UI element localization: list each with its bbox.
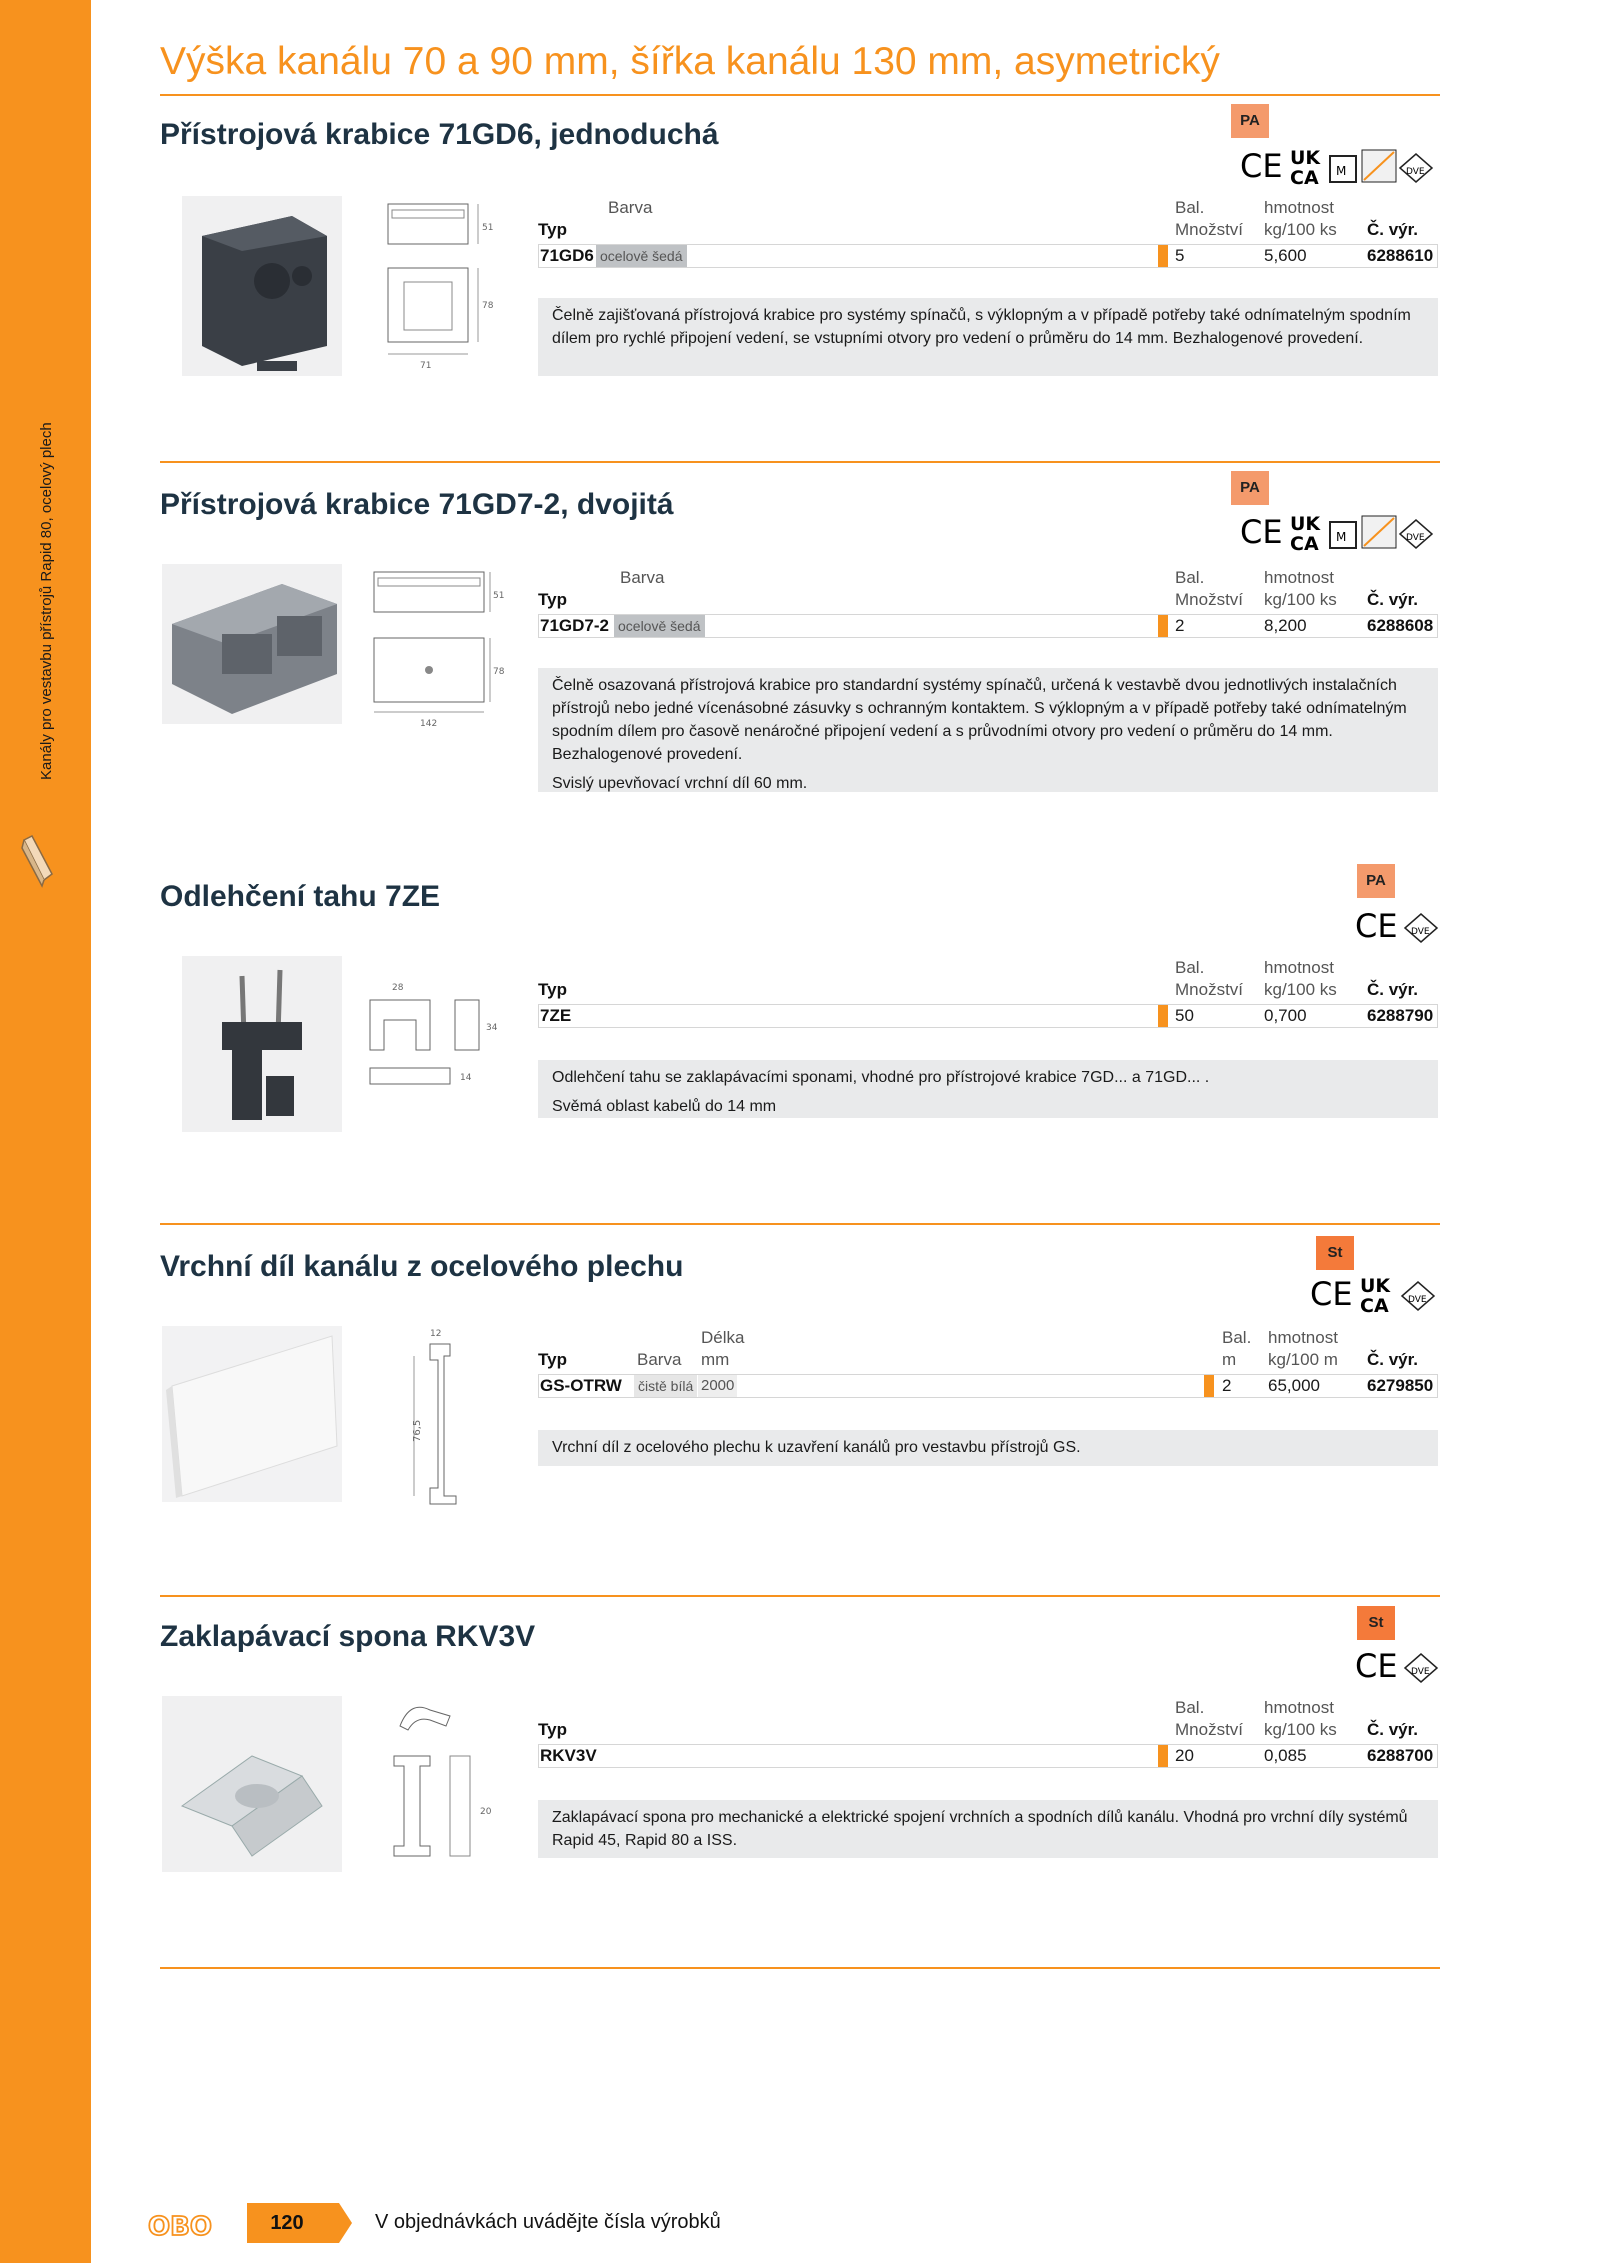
page-title: Výška kanálu 70 a 90 mm, šířka kanálu 130 mm, asymetrický xyxy=(160,40,1220,83)
header-weight: kg/100 ks xyxy=(1264,590,1337,609)
svg-text:OBO: OBO xyxy=(148,2212,213,2242)
svg-text:CA: CA xyxy=(1360,1295,1389,1317)
description-text: Čelně zajišťovaná přístrojová krabice pro systémy spínačů, s výklopným a v případě potřeby také odnímatelným spodním dílem pro rychlé připojení vedení, se vstupními otvory pro vedení o průměru do 14 mm. Bezhalogenové provedení. xyxy=(552,307,1411,347)
technical-drawing xyxy=(400,1326,500,1506)
sidebar-vertical-text-wrap xyxy=(38,360,58,780)
header-pack-top: Bal. xyxy=(1175,958,1205,977)
svg-text:DVE: DVE xyxy=(1411,927,1430,937)
header-color: Barva xyxy=(637,1350,682,1369)
dimension-label: 142 xyxy=(420,719,438,729)
description-text: Vrchní díl z ocelového plechu k uzavření kanálů pro vestavbu přístrojů GS. xyxy=(552,1439,1081,1456)
section-rule xyxy=(160,1223,1440,1225)
product-table xyxy=(538,1698,1438,1778)
material-badge: St xyxy=(1357,1606,1395,1640)
ukca-mark-icon: UK xyxy=(1360,1275,1391,1297)
cell-quantity: 2 xyxy=(1222,1376,1232,1395)
dimension-label: 12 xyxy=(430,1329,442,1339)
ukca-mark-icon: UK xyxy=(1290,513,1321,535)
section-title: Odlehčení tahu 7ZE xyxy=(160,880,441,913)
ce-mark-icon: CE xyxy=(1240,513,1283,551)
ce-mark-icon: CE xyxy=(1355,1647,1398,1685)
cell-weight: 0,085 xyxy=(1264,1746,1307,1765)
sidebar-vertical-text: Kanály pro vestavbu přístrojů Rapid 80, ocelový plech xyxy=(38,422,55,780)
header-weight-top: hmotnost xyxy=(1264,958,1334,977)
description-text: Odlehčení tahu se zaklapávacími sponami, vhodné pro přístrojové krabice 7GD... a 71GD... . xyxy=(552,1069,1210,1086)
cell-quantity: 5 xyxy=(1175,246,1185,265)
section-rule xyxy=(160,1595,1440,1597)
cell-type: RKV3V xyxy=(540,1746,597,1765)
row-marker xyxy=(1158,1005,1168,1027)
svg-text:CA: CA xyxy=(1290,533,1319,555)
svg-text:M: M xyxy=(1336,164,1347,178)
cell-color: ocelově šedá xyxy=(596,245,687,267)
header-type: Typ xyxy=(538,980,567,999)
product-photo xyxy=(162,1326,342,1502)
obo-logo xyxy=(148,2212,228,2242)
product-photo xyxy=(162,1696,342,1872)
dimension-label: 51 xyxy=(493,591,505,601)
ce-mark-icon: CE xyxy=(1355,907,1398,945)
svg-text:DVE: DVE xyxy=(1411,1667,1430,1677)
section-title: Přístrojová krabice 71GD7-2, dvojitá xyxy=(160,488,674,521)
header-pack-top: Bal. xyxy=(1175,568,1205,587)
dimension-label: 76,5 xyxy=(412,1419,423,1442)
header-weight: kg/100 m xyxy=(1268,1350,1338,1369)
dimension-label: 34 xyxy=(486,1023,498,1033)
certification-marks xyxy=(1355,1644,1445,1688)
header-article: Č. výr. xyxy=(1367,220,1419,239)
cell-weight: 5,600 xyxy=(1264,246,1307,265)
material-badge: PA xyxy=(1357,864,1395,898)
header-color: Barva xyxy=(608,198,653,217)
section-rule xyxy=(160,461,1440,463)
product-photo xyxy=(182,196,342,376)
header-type: Typ xyxy=(538,1720,567,1739)
cell-article-number: 6288608 xyxy=(1367,616,1434,635)
certification-marks xyxy=(1240,144,1450,188)
dimension-label: 20 xyxy=(480,1807,492,1817)
product-section-7ze xyxy=(160,872,1440,1130)
channel-profile-icon xyxy=(18,830,58,890)
product-table xyxy=(538,1328,1438,1408)
product-table xyxy=(538,958,1438,1038)
certification-marks xyxy=(1240,510,1450,554)
header-length-top: Délka xyxy=(701,1328,745,1347)
header-weight: kg/100 ks xyxy=(1264,980,1337,999)
row-marker xyxy=(1204,1375,1214,1397)
cell-type: 71GD6 xyxy=(540,246,594,265)
header-article: Č. výr. xyxy=(1367,1350,1419,1369)
ukca-mark-icon: UK xyxy=(1290,147,1321,169)
certification-marks xyxy=(1355,904,1445,948)
header-pack: Množství xyxy=(1175,220,1244,239)
sidebar xyxy=(0,0,91,2263)
description-text: Svislý upevňovací vrchní díl 60 mm. xyxy=(552,775,808,792)
cell-type: 7ZE xyxy=(540,1006,572,1025)
header-pack-top: Bal. xyxy=(1175,1698,1205,1717)
header-weight-top: hmotnost xyxy=(1268,1328,1338,1347)
header-weight: kg/100 ks xyxy=(1264,220,1337,239)
dimension-label: 78 xyxy=(482,301,494,311)
description-box xyxy=(538,668,1438,792)
cell-article-number: 6279850 xyxy=(1367,1376,1434,1395)
section-title: Zaklapávací spona RKV3V xyxy=(160,1620,536,1653)
technical-drawing xyxy=(370,564,505,734)
product-section-rkv3v xyxy=(160,1614,1440,1900)
cell-length: 2000 xyxy=(698,1375,737,1397)
description-text: Svěmá oblast kabelů do 14 mm xyxy=(552,1098,777,1115)
cell-type: GS-OTRW xyxy=(540,1376,622,1395)
svg-text:CA: CA xyxy=(1290,167,1319,189)
technical-drawing xyxy=(382,196,492,376)
product-photo xyxy=(182,956,342,1132)
technical-drawing xyxy=(380,1696,510,1876)
row-marker xyxy=(1158,1745,1168,1767)
material-badge: PA xyxy=(1231,104,1269,138)
cell-color: ocelově šedá xyxy=(614,615,705,637)
cell-type: 71GD7-2 xyxy=(540,616,609,635)
description-text: Zaklapávací spona pro mechanické a elektrické spojení vrchních a spodních dílů kanálu. Vhodná pro vrchní díly systémů Rapid 45, Rapid 80 a ISS. xyxy=(552,1809,1408,1849)
header-pack-top: Bal. xyxy=(1175,198,1205,217)
svg-text:DVE: DVE xyxy=(1408,1295,1427,1305)
header-pack: m xyxy=(1222,1350,1237,1369)
row-marker xyxy=(1158,245,1168,267)
product-table xyxy=(538,198,1438,278)
svg-text:DVE: DVE xyxy=(1406,167,1425,177)
description-box xyxy=(538,1060,1438,1118)
cell-quantity: 2 xyxy=(1175,616,1185,635)
page-number-tab xyxy=(247,2203,352,2243)
svg-text:DVE: DVE xyxy=(1406,533,1425,543)
product-section-gs-otrw xyxy=(160,1244,1440,1500)
footer-note: V objednávkách uvádějte čísla výrobků xyxy=(375,2211,721,2233)
row-marker xyxy=(1158,615,1168,637)
section-title: Přístrojová krabice 71GD6, jednoduchá xyxy=(160,118,719,151)
header-type: Typ xyxy=(538,220,567,239)
header-weight-top: hmotnost xyxy=(1264,198,1334,217)
header-article: Č. výr. xyxy=(1367,1720,1419,1739)
page-number: 120 xyxy=(270,2212,304,2234)
cell-quantity: 50 xyxy=(1175,1006,1194,1025)
cell-weight: 0,700 xyxy=(1264,1006,1307,1025)
product-table xyxy=(538,568,1438,648)
svg-text:M: M xyxy=(1336,530,1347,544)
section-rule xyxy=(160,1967,1440,1969)
material-badge: St xyxy=(1316,1236,1354,1270)
cell-article-number: 6288700 xyxy=(1367,1746,1434,1765)
description-box xyxy=(538,1800,1438,1858)
header-color: Barva xyxy=(620,568,665,587)
dimension-label: 78 xyxy=(493,667,505,677)
section-title: Vrchní díl kanálu z ocelového plechu xyxy=(160,1250,684,1283)
cell-weight: 65,000 xyxy=(1268,1376,1320,1395)
cell-color: čistě bílá xyxy=(634,1375,697,1397)
header-pack: Množství xyxy=(1175,590,1244,609)
description-box xyxy=(538,298,1438,376)
dimension-label: 28 xyxy=(392,983,404,993)
technical-drawing xyxy=(360,980,540,1100)
section-rule xyxy=(160,94,1440,96)
header-type: Typ xyxy=(538,1350,567,1369)
header-pack: Množství xyxy=(1175,1720,1244,1739)
header-article: Č. výr. xyxy=(1367,980,1419,999)
header-pack-top: Bal. xyxy=(1222,1328,1252,1347)
ce-mark-icon: CE xyxy=(1310,1275,1353,1313)
description-box xyxy=(538,1430,1438,1466)
material-badge: PA xyxy=(1231,471,1269,505)
dimension-label: 51 xyxy=(482,223,494,233)
cell-quantity: 20 xyxy=(1175,1746,1194,1765)
header-type: Typ xyxy=(538,590,567,609)
cell-weight: 8,200 xyxy=(1264,616,1307,635)
cell-article-number: 6288610 xyxy=(1367,246,1434,265)
header-pack: Množství xyxy=(1175,980,1244,999)
header-weight-top: hmotnost xyxy=(1264,568,1334,587)
dimension-label: 14 xyxy=(460,1073,472,1083)
ce-mark-icon: CE xyxy=(1240,147,1283,185)
product-section-71gd6 xyxy=(160,112,1440,388)
header-weight-top: hmotnost xyxy=(1264,1698,1334,1717)
product-section-71gd7-2 xyxy=(160,479,1440,798)
description-text: Čelně osazovaná přístrojová krabice pro standardní systémy spínačů, určená k vestavbě dvou jednotlivých instalačních přístrojů nebo jedné vícenásobné zásuvky s ochranným kontaktem. S výklopným a v případě potřeby také odnímatelným spodním dílem pro časově nenáročné připojení vedení a s průvodními otvory pro vedení o průměru do 14 mm. Bezhalogenové provedení. xyxy=(552,677,1407,763)
certification-marks xyxy=(1310,1272,1450,1316)
product-photo xyxy=(162,564,342,724)
header-weight: kg/100 ks xyxy=(1264,1720,1337,1739)
header-article: Č. výr. xyxy=(1367,590,1419,609)
cell-article-number: 6288790 xyxy=(1367,1006,1434,1025)
header-length: mm xyxy=(701,1350,730,1369)
dimension-label: 71 xyxy=(420,361,432,371)
